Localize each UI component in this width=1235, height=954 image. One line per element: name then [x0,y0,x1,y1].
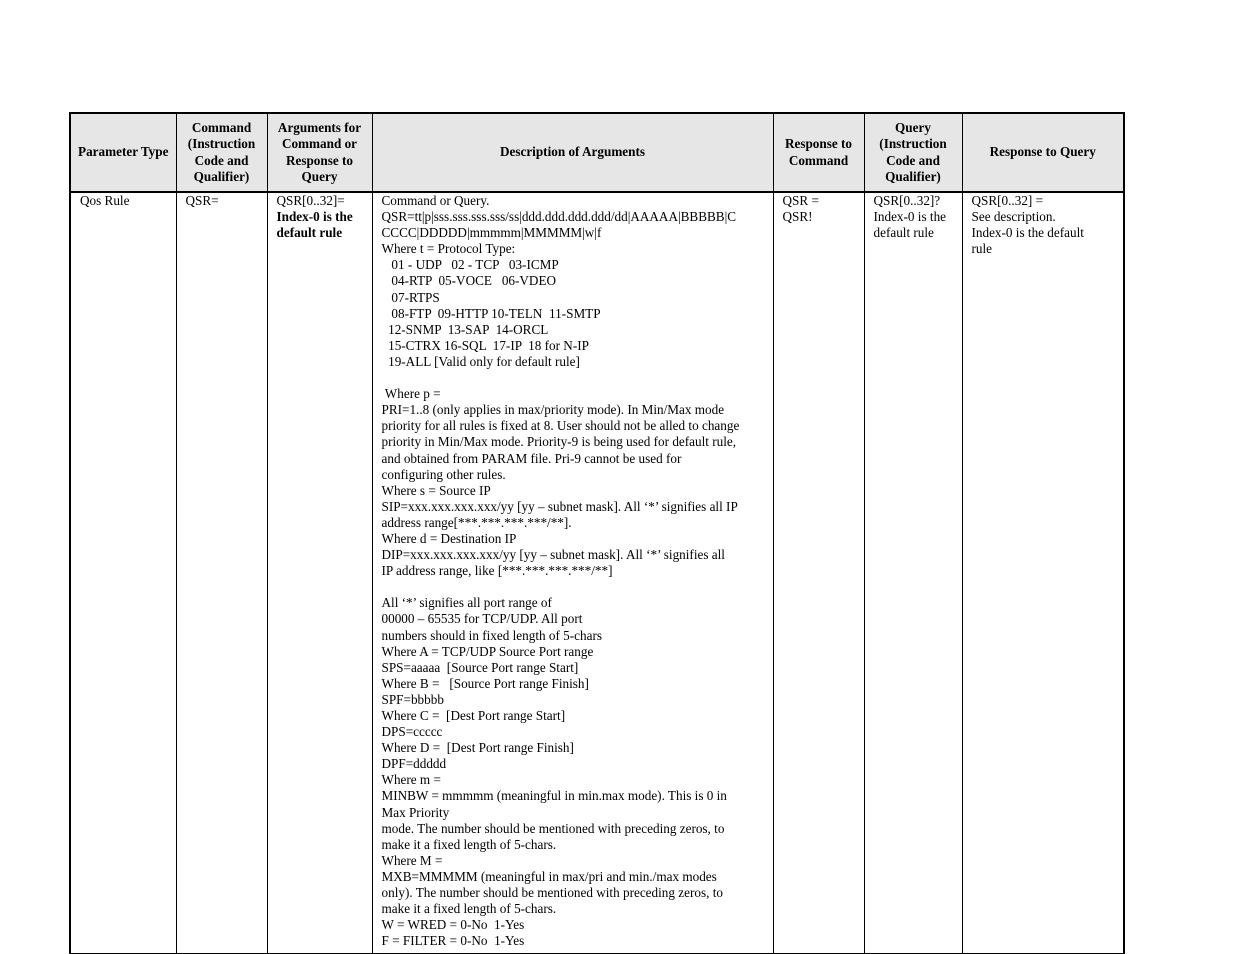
description-line: DPF=ddddd [381,756,447,772]
description-line: IP address range, like [***.***.***.***/**] [381,563,613,579]
response-query-line: See description. [971,209,1056,225]
response-command-line: QSR = [782,193,819,208]
description-line: Where s = Source IP [381,482,491,498]
description-line: Where p = [381,386,441,402]
description-line [382,579,769,595]
description-line: 19-ALL [Valid only for default rule] [381,353,580,369]
description-line: Where C = [Dest Port range Start] [381,708,566,723]
query-line: default rule [873,225,934,241]
header-query: Query (Instruction Code and Qualifier) [864,113,962,192]
description-line: priority in Min/Max mode. Priority-9 is being used for default rule, [381,434,737,450]
query-line: Index-0 is the [873,209,947,225]
cell-parameter-type [70,192,176,954]
description-line: DPS=ccccc [381,724,443,740]
table-row [70,192,1124,954]
cell-command [176,192,267,954]
description-line: Command or Query. [381,193,490,208]
response-query-line: rule [971,241,993,257]
arguments-bold-line: default rule [276,225,343,241]
description-line: only). The number should be mentioned with preceding zeros, to [381,885,723,901]
arguments-text: QSR[0..32]= [276,193,345,208]
description-line: Where d = Destination IP [381,530,517,546]
command-text: QSR= [185,193,219,208]
header-arguments: Arguments for Command or Response to Query [267,113,372,192]
description-line: Where M = [381,852,443,868]
description-line: numbers should in fixed length of 5-chars [381,627,602,643]
description-line: mode. The number should be mentioned with preceding zeros, to [381,820,725,836]
description-line: Where t = Protocol Type: [381,241,516,257]
command-table [69,112,1125,954]
description-line: MINBW = mmmmm (meaningful in min.max mode). This is 0 in [381,788,727,804]
description-line: 12-SNMP 13-SAP 14-ORCL [381,321,549,337]
description-line: CCCC|DDDDD|mmmmm|MMMMM|w|f [381,225,602,241]
description-line: configuring other rules. [381,466,506,482]
cell-response-to-command [773,192,864,954]
cell-description [372,192,773,954]
description-line: DIP=xxx.xxx.xxx.xxx/yy [yy – subnet mask]. All ‘*’ signifies all [381,547,725,563]
description-line: PRI=1..8 (only applies in max/priority mode). In Min/Max mode [381,402,725,418]
description-line: 00000 – 65535 for TCP/UDP. All port [381,611,583,627]
description-line: SIP=xxx.xxx.xxx.xxx/yy [yy – subnet mask]. All ‘*’ signifies all IP [381,498,738,514]
query-line: QSR[0..32]? [873,193,941,208]
description-line: Max Priority [381,804,450,820]
description-line: F = FILTER = 0-No 1-Yes [381,933,525,949]
description-line: make it a fixed length of 5-chars. [381,836,557,852]
header-response-to-command: Response to Command [773,113,864,192]
description-line: and obtained from PARAM file. Pri-9 cannot be used for [381,450,682,466]
response-query-line: QSR[0..32] = [971,193,1044,208]
description-line: 07-RTPS [381,289,440,305]
header-response-to-query: Response to Query [962,113,1124,192]
description-line: Where D = [Dest Port range Finish] [381,740,574,756]
header-command: Command (Instruction Code and Qualifier) [176,113,267,192]
description-line: W = WRED = 0-No 1-Yes [381,917,525,933]
description-line: SPS=aaaaa [Source Port range Start] [381,659,579,675]
description-line: Where m = [381,772,441,788]
cell-query [864,192,962,954]
description-line: 04-RTP 05-VOCE 06-VDEO [381,273,557,289]
arguments-bold-line: Index-0 is the [276,209,353,225]
description-line: 08-FTP 09-HTTP 10-TELN 11-SMTP [381,305,601,321]
description-line: MXB=MMMMM (meaningful in max/pri and min./max modes [381,868,717,884]
description-line: address range[***.***.***.***/**]. [381,514,572,530]
response-query-line: Index-0 is the default [971,225,1084,241]
response-command-line: QSR! [782,209,813,225]
cell-arguments [267,192,372,954]
description-line: make it a fixed length of 5-chars. [381,901,557,917]
description-line: Where A = TCP/UDP Source Port range [381,643,594,659]
header-parameter-type: Parameter Type [70,113,176,192]
description-line: 15-CTRX 16-SQL 17-IP 18 for N-IP [381,337,589,353]
description-text [373,193,773,953]
description-line: SPF=bbbbb [381,691,444,707]
cell-response-to-query [962,192,1124,954]
header-description: Description of Arguments [372,113,773,192]
parameter-type-text: Qos Rule [80,193,130,208]
description-line: All ‘*’ signifies all port range of [381,595,552,611]
description-line: priority for all rules is fixed at 8. User should not be alled to change [381,418,740,434]
description-line: 01 - UDP 02 - TCP 03-ICMP [381,257,559,273]
description-line: Where B = [Source Port range Finish] [381,675,589,691]
header-row [70,113,1124,192]
description-line [382,370,769,386]
description-line: QSR=tt|p|sss.sss.sss.sss/ss|ddd.ddd.ddd.ddd/dd|AAAAA|BBBBB|C [381,209,737,225]
